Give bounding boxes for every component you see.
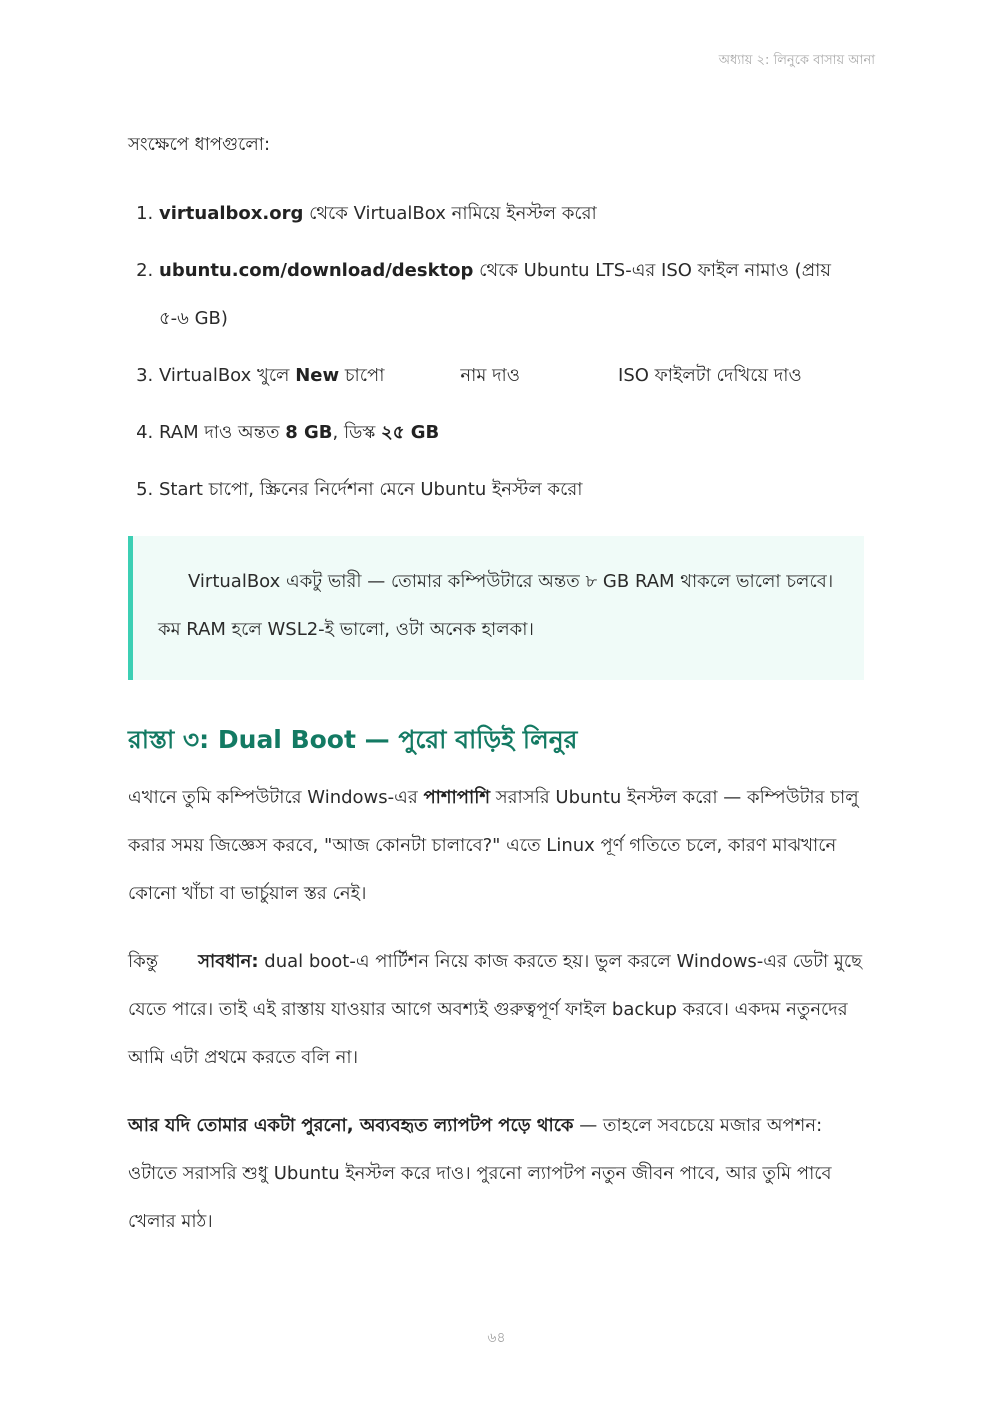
step-link: ubuntu.com/download/desktop	[159, 260, 474, 281]
para-text: — তাহলে সবচেয়ে মজার অপশন: ওটাতে সরাসরি শুধু Ubuntu ইনস্টল করে দাও। পুরনো ল্যাপটপ নতুন জীবন পাবে, আর তুমি পাবে খেলার মাঠ।	[128, 1115, 832, 1232]
step-text: থেকে Ubuntu LTS-এর ISO ফাইল নামাও (প্রায় ৫-৬ GB)	[159, 260, 831, 329]
step-text: , ডিস্ক	[332, 422, 382, 443]
para-text: এখানে তুমি কম্পিউটারে Windows-এর	[128, 787, 424, 808]
para-text: কিন্তু	[128, 951, 159, 972]
step-text: Start চাপো, স্ক্রিনের নির্দেশনা মেনে Ubuntu ইনস্টল করো	[159, 479, 583, 500]
para-bold: আর যদি তোমার একটা পুরনো, অব্যবহৃত ল্যাপটপ পড়ে থাকে	[128, 1115, 574, 1136]
step-text: চাপো	[339, 365, 385, 386]
paragraph	[128, 1102, 864, 1246]
step-text: RAM দাও অন্তত	[159, 422, 286, 443]
list-item	[159, 352, 864, 400]
section-title: রাস্তা ৩: Dual Boot — পুরো বাড়িই লিনুর	[128, 725, 578, 754]
para-bold: সাবধান:	[198, 951, 259, 972]
step-text: ISO ফাইলটা দেখিয়ে দাও	[618, 365, 802, 386]
list-item	[159, 190, 864, 238]
tip-box	[128, 536, 864, 680]
tip-text: VirtualBox একটু ভারী — তোমার কম্পিউটারে অন্তত ৮ GB RAM থাকলে ভালো চলবে। কম RAM হলে WSL2-ই ভালো, ওটা অনেক হালকা।	[158, 571, 834, 640]
step-text: VirtualBox খুলে	[159, 365, 296, 386]
step-bold: 8 GB	[285, 422, 333, 443]
step-bold: New	[295, 365, 340, 386]
step-link: virtualbox.org	[159, 203, 304, 224]
paragraph	[128, 774, 864, 918]
list-item	[159, 409, 864, 457]
para-bold: পাশাপাশি	[423, 787, 491, 808]
steps-list	[128, 190, 864, 514]
step-text: নাম দাও	[460, 365, 521, 386]
para-text: dual boot-এ পার্টিশন নিয়ে কাজ করতে হয়। ভুল করলে Windows-এর ডেটা মুছে যেতে পারে। তাই এই রাস্তায় যাওয়ার আগে অবশ্যই গুরুত্বপূর্ণ ফাইল backup করবে। একদম নতুনদের আমি এটা প্রথমে করতে বলি না।	[128, 951, 863, 1068]
running-head: অধ্যায় ২: লিনুকে বাসায় আনা	[718, 53, 875, 68]
step-text: থেকে VirtualBox নামিয়ে ইনস্টল করো	[303, 203, 597, 224]
step-bold: ২৫ GB	[381, 422, 440, 443]
para-text: সরাসরি Ubuntu ইনস্টল করো — কম্পিউটার চালু করার সময় জিজ্ঞেস করবে, "আজ কোনটা চালাবে?" এতে Linux পূর্ণ গতিতে চলে, কারণ মাঝখানে কোনো খাঁচা বা ভার্চুয়াল স্তর নেই।	[128, 787, 859, 904]
page-number: ৬৪	[487, 1330, 506, 1346]
list-item	[159, 466, 864, 514]
paragraph	[128, 938, 864, 1082]
list-item	[159, 247, 864, 343]
intro-text: সংক্ষেপে ধাপগুলো:	[128, 134, 271, 155]
page-content	[128, 128, 864, 1266]
